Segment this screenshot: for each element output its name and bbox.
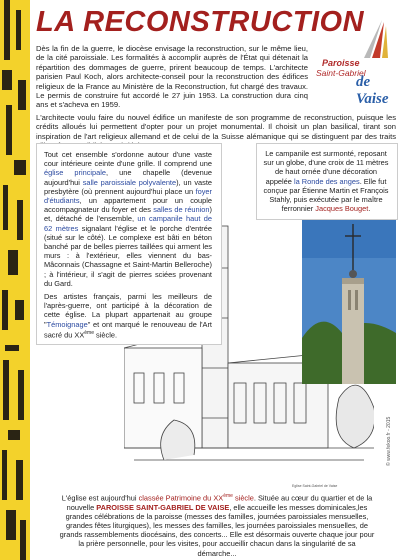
copyright-credit: © www.fekoo.fr - 2015 [386,416,392,466]
text-segment: . Située au cœur du quartier et de la nouvelle [66,493,373,512]
highlight-paroisse: PAROISSE SAINT-GABRIEL DE VAISE [96,502,230,512]
decorative-stripe [0,0,30,560]
text-segment: ), un vaste presbytère (où prennent aujourd'hui place un [44,177,213,196]
bottom-paragraph [58,492,376,558]
highlight-salle: salle paroissiale polyvalente [82,177,177,187]
text-segment: ) et, détaché de l'ensemble, [44,205,212,224]
text-segment: Tout cet ensemble s'ordonne autour d'une vaste cour intérieure ceinte d'une grille. Il comprend une [44,150,212,169]
left-info-text [44,150,212,340]
logo-line-2: Saint-Gabriel [316,68,366,78]
intro-paragraph-1: Dès la fin de la guerre, le diocèse envisage la reconstruction, sur le même lieu, de la cité paroissiale. Les formalités à accomplir auprès de l'État qui détenait la répartition des dommages de guerre, prirent beaucoup de temps. L'architecte parisien Paul Koch, alors architecte-conseil pour la reconstruction des édifices religieux de la France au Ministère de la Reconstruction, fut chargé des travaux. Le permis de construire fut accordé le 27 juin 1953. La construction dura cinq ans et s'acheva en 1959. [36,44,308,110]
text-segment: signalant l'église et le porche d'entrée (situé sur le côté). Le complexe est bâti en béton banché par de belles pierres taillées qui arment les murs : à l'extérieur, elles viennent du bas-Mâconnais (Chassagne et Saint-Martin Belleroche) ; à l'intérieur, il s'agit de pierres sciées provenant du Gard. [44,223,212,288]
text-segment: , un appartement pour un couple accompagnateur du foyer et des [44,196,212,215]
highlight-salles-reunion: salles de réunion [153,205,210,215]
text-segment: , elle accueille les messes dominicales,les grandes célébrations de la paroisse (messes des familles, journées paroissiales mensuelles, grandes fêtes liturgiques), les messes des familles, les journées paroissiales mensuelles, de grands rassemblements diocésains, des concerts... Elle est désormais ouverte chaque jour pour la prière personnelle, pour les visites, pour accueillir chacun dans la singularité de sa démarche... [59,502,375,558]
text-segment: . [368,204,371,214]
text-segment: , une chapelle (devenue aujourd'hui [44,168,212,187]
highlight-foyer: foyer d'étudiants [44,186,212,206]
highlight-temoignage: Témoignage [46,319,88,329]
intro-paragraph-2: L'architecte voulu faire du nouvel édifice un manifeste de son programme de reconstruction, puisque les crédits alloués lui permettent d'opter pour un projet monumental. Il choisit un plan basilical, tirant son inspiration de l'art religieux allemand et de celui de la Suisse alémanique qui se distinguent par des traits [36,113,396,141]
drawing-caption: Eglise Saint-Gabriel de Vaise [292,484,338,488]
highlight-campanile: un campanile haut de 62 mètres [44,214,212,233]
text-segment: Des artistes français, parmi les meilleurs de l'après-guerre, ont participé à la décoration de cette église. La plupart appartenait au groupe " [44,292,212,329]
right-info-text [262,149,390,213]
highlight-ronde-anges: la Ronde des anges [293,176,360,186]
page-title: LA RECONSTRUCTION [36,6,365,38]
logo-line-3: de Vaise [356,74,389,107]
highlight-bouget: Jacques Bouget [315,204,369,214]
campanile-photo [302,218,396,384]
superscript: ème [84,329,94,336]
highlight-siecle: siècle [232,493,254,503]
text-segment: L'église est aujourd'hui [61,493,139,503]
parish-logo [314,18,396,107]
logo-line-1: Paroisse [322,58,360,68]
superscript: ème [223,493,233,499]
highlight-patrimoine: classée Patrimoine du XX [138,493,224,503]
highlight-eglise: église principale [44,168,107,178]
text-segment: siècle. [94,330,118,340]
text-segment: Le campanile est surmonté, reposant sur un globe, d'une croix de 11 mètres de haut ornée d'une décoration appelée [263,149,389,186]
text-segment: " et ont marqué le renouveau de l'Art sacré du XX [44,319,212,340]
text-segment: . Elle fut conçue par Étienne Martin et François Stahly, puis exécutée par le maître ferronnier [263,176,389,214]
